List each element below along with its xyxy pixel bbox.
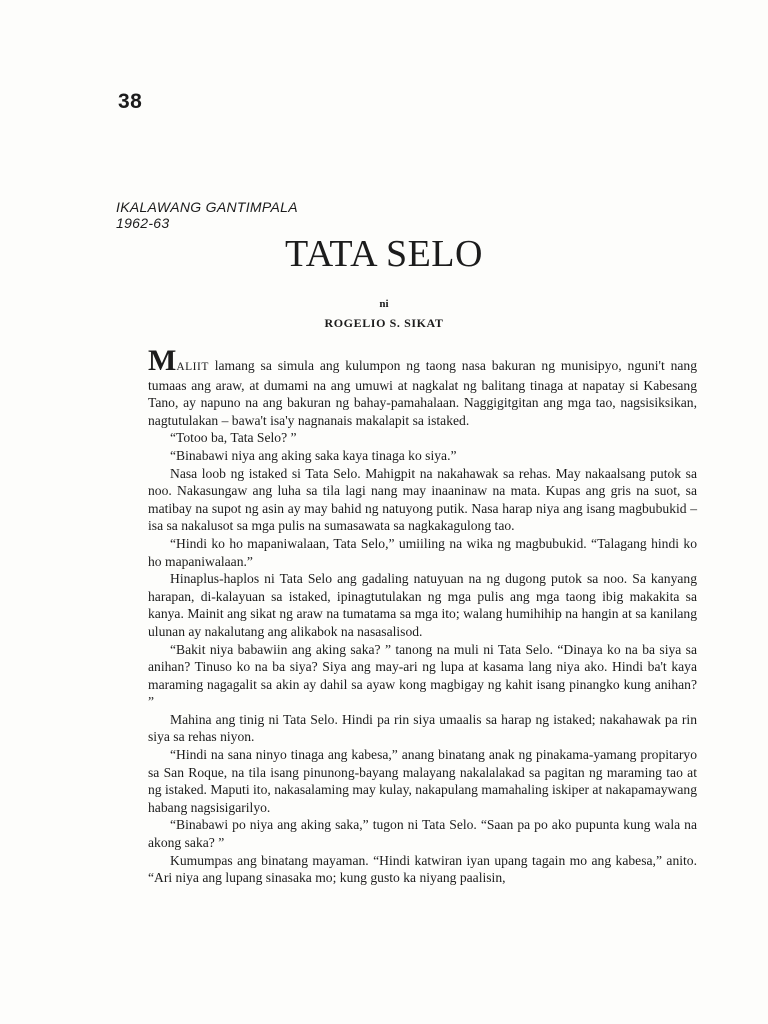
- award-name: IKALAWANG GANTIMPALA: [116, 199, 298, 215]
- byline: ni: [379, 298, 389, 310]
- paragraph: “Totoo ba, Tata Selo? ”: [170, 430, 297, 446]
- paragraph: Mahina ang tinig ni Tata Selo. Hindi pa rin siya umaalis sa harap ng istaked; nakahawak pa rin siya sa rehas niyon.: [148, 711, 697, 745]
- paragraph: “Hindi ko ho mapaniwalaan, Tata Selo,” umiiling na wika ng magbubukid. “Talagang hindi ko ho mapaniwalaan.”: [148, 535, 697, 569]
- drop-cap: M: [148, 344, 177, 377]
- paragraph: Hinaplus-haplos ni Tata Selo ang gadaling natuyuan na ng dugong putok sa noo. Sa kanyang harapan, di-kalayuan sa istaked, ipinagtutulakan ng mga pulis ang mga taong ibig makakita sa kanya. Mainit ang sikat ng araw na tumatama sa mga ito; walang humihihip na hangin at sa kanilang ulunan ay nakalutang ang alikabok na nasasalisod.: [148, 571, 697, 639]
- paragraph: Kumumpas ang binatang mayaman. “Hindi katwiran iyan upang tagain mo ang kabesa,” anito. “Ari niya ang lupang sinasaka mo; kung gusto ka niyang paalisin,: [148, 852, 697, 886]
- opening-text: lamang sa simula ang kulumpon ng taong nasa bakuran ng munisipyo, nguni't nang tumaas ang araw, at dumami na ang umuwi at nagkalat ng balitang tinaga at napatay si Kabesang Tano, ay napuno na ang bakuran ng bahay-pamahalaan. Naggigitgitan ang mga tao, nagsisiksikan, nagtutulakan – bawa't isa'y nagnanais makalapit sa istaked.: [148, 358, 697, 428]
- paragraph: Nasa loob ng istaked si Tata Selo. Mahigpit na nakahawak sa rehas. May nakaalsang putok sa noo. Nakasungaw ang luha sa tila lagi nang may inaaninaw na mata. Kupas ang gris na suot, sa matibay na supot ng asin ay may bahid ng natuyong putik. Nasa harap niya ang isang magbubukid – isa sa nakalusot sa mga pulis na sumasawata sa nagkakagulong tao.: [148, 465, 697, 534]
- page-number: 38: [118, 90, 143, 113]
- opening-smallcaps: ALIIT: [176, 361, 209, 373]
- opening-paragraph: [148, 344, 697, 429]
- story-title: TATA SELO: [285, 233, 483, 275]
- paragraph: “Binabawi po niya ang aking saka,” tugon ni Tata Selo. “Saan pa po ako pupunta kung wala na akong saka? ”: [148, 817, 697, 851]
- paragraph: “Binabawi niya ang aking saka kaya tinaga ko siya.”: [170, 447, 457, 463]
- paragraph: “Hindi na sana ninyo tinaga ang kabesa,” anang binatang anak ng pinakama-yamang propitaryo sa San Roque, na tila isang pinunong-bayang malayang nakalalakad sa pagitan ng maraming tao at ng istaked. Maputi ito, nakasalaming may kulay, nakapulang mamahaling iskiper at nakapamaywang habang nagsisigarilyo.: [148, 747, 697, 815]
- author-name: ROGELIO S. SIKAT: [324, 316, 444, 330]
- paragraph: “Bakit niya babawiin ang aking saka? ” tanong na muli ni Tata Selo. “Dinaya ko na ba siya sa anihan? Tinuso ko na ba siya? Siya ang may-ari ng lupa at kasama lang niya ako. Hindi ba't kaya maraming nagagalit sa akin ay dahil sa ayaw kong magbigay ng kahit isang pinangko kung anihan? ”: [148, 641, 697, 710]
- award-year: 1962-63: [116, 215, 170, 231]
- award-label: [116, 199, 298, 231]
- story-body: [148, 344, 697, 887]
